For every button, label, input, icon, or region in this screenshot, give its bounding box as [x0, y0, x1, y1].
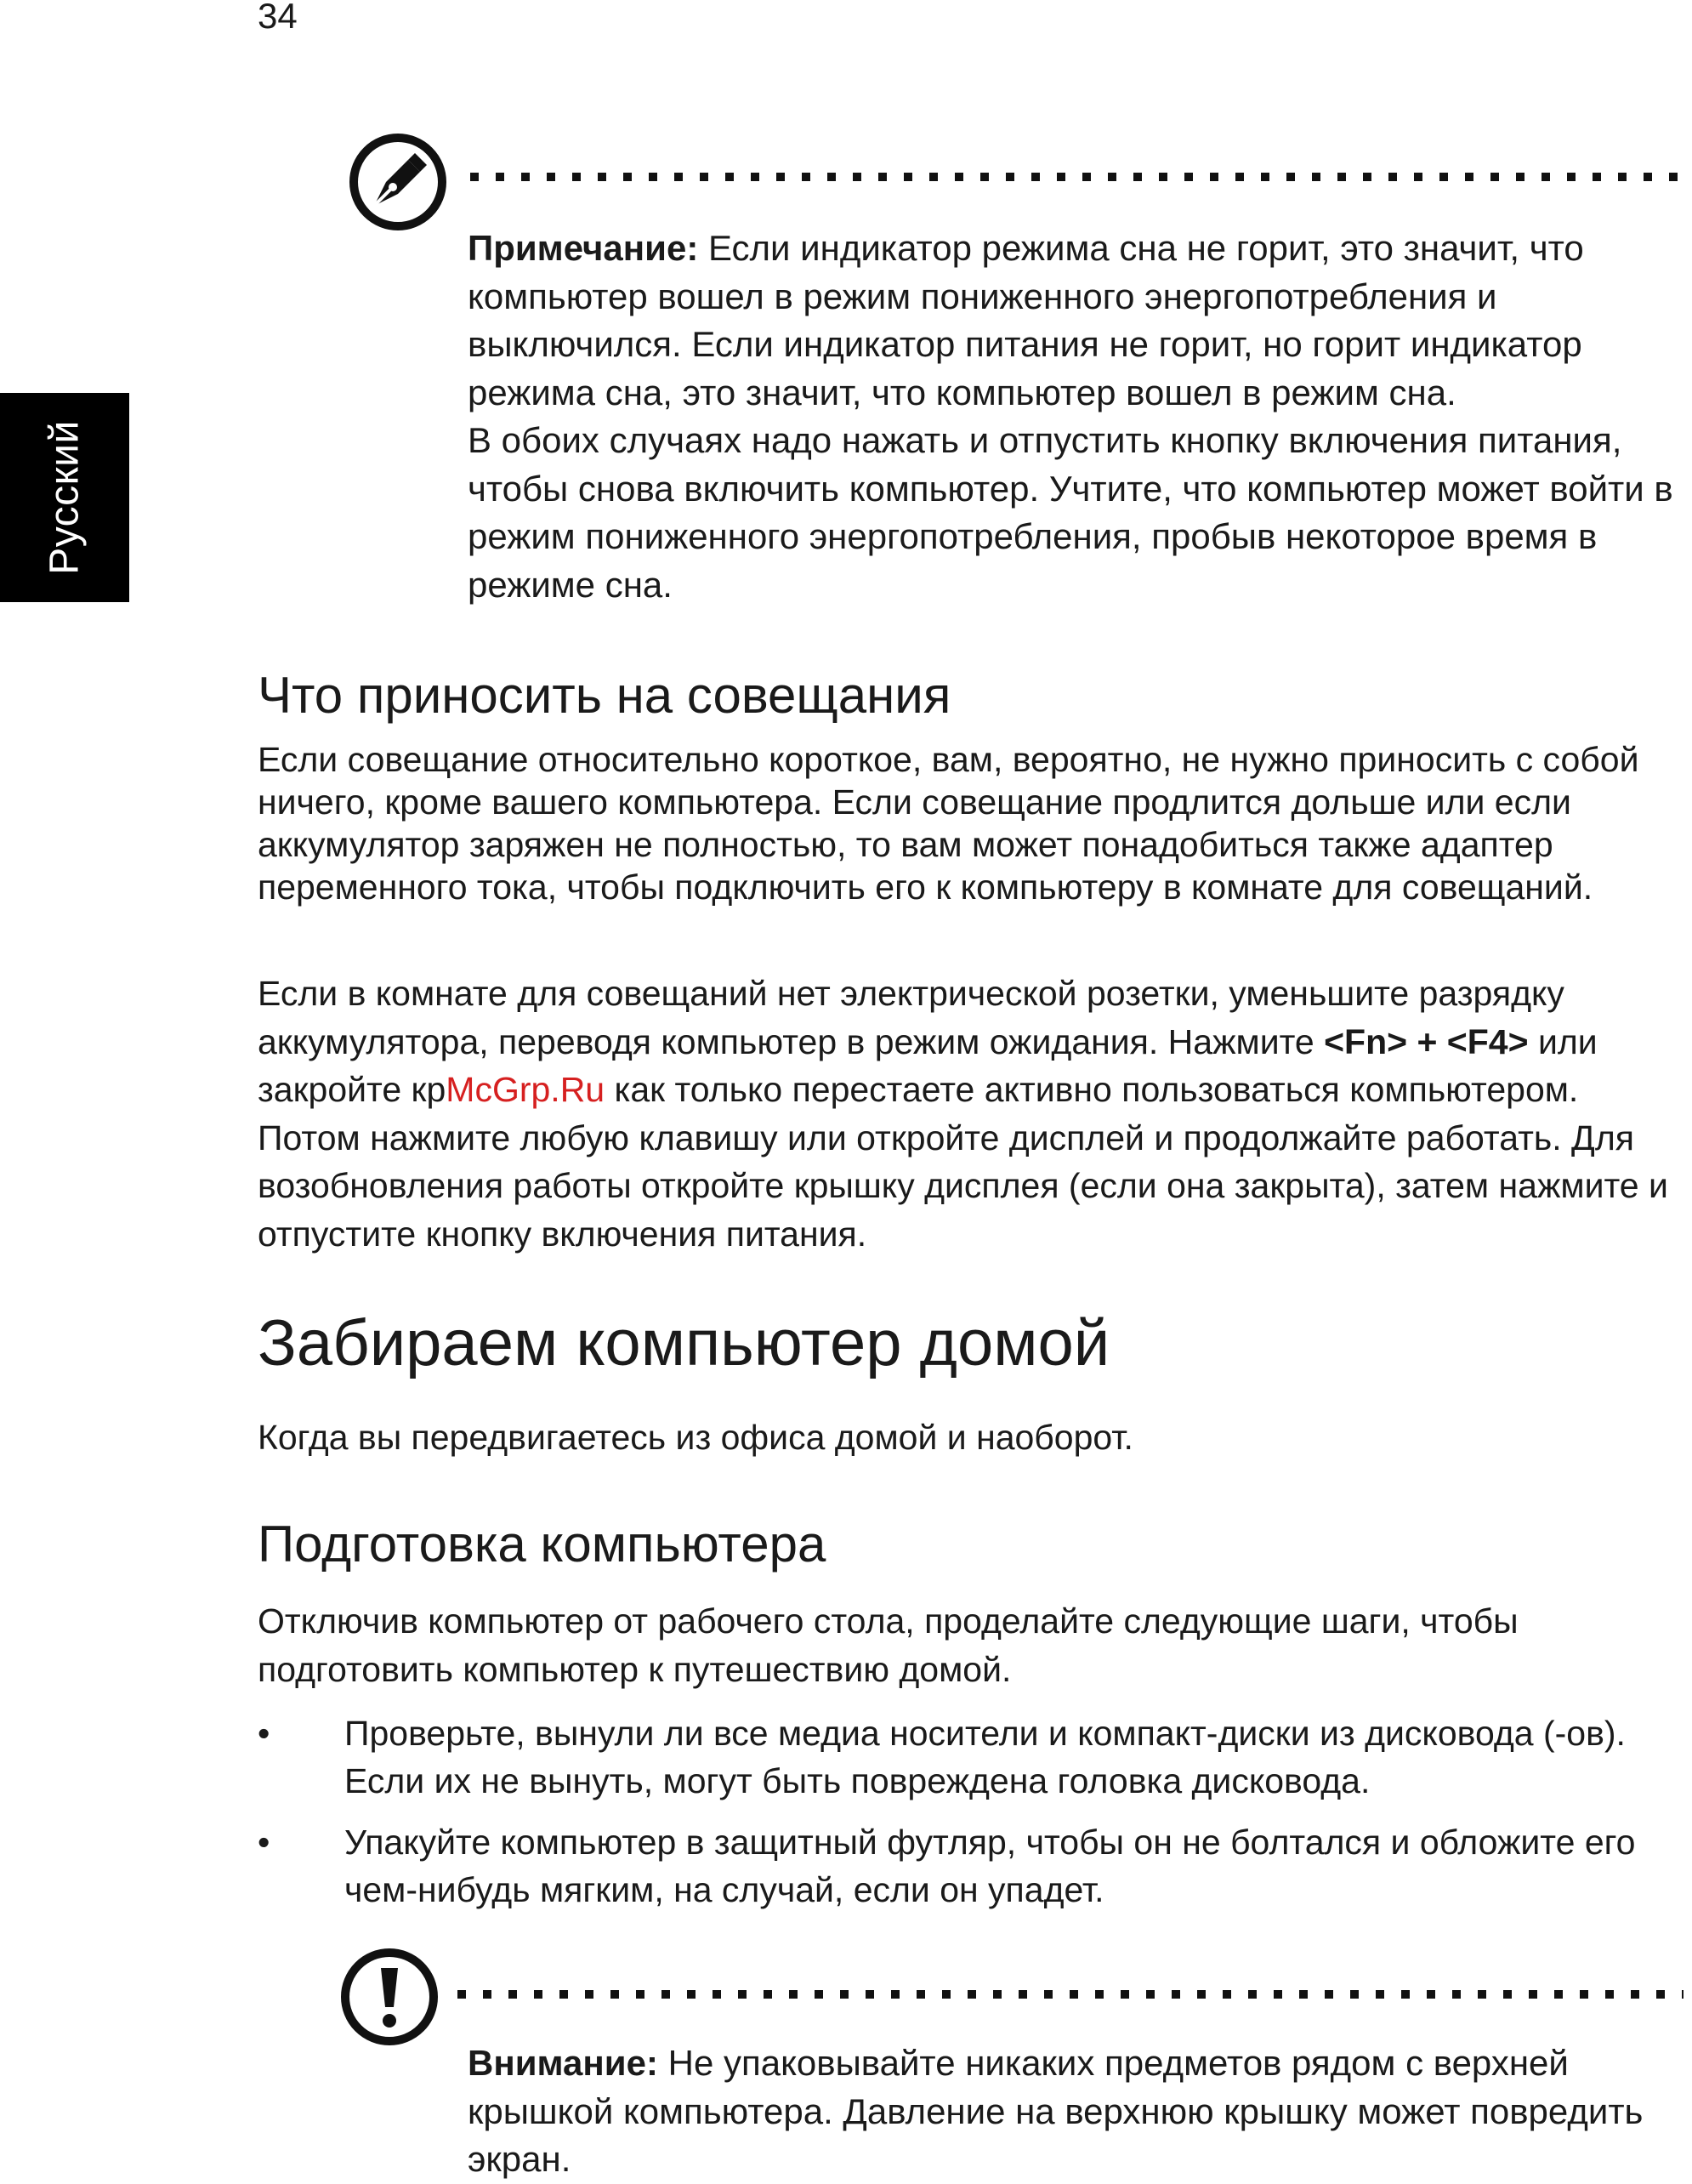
language-side-tab	[0, 393, 129, 602]
section-heading-home: Забираем компьютер домой	[258, 1307, 1110, 1379]
note-pen-icon	[349, 133, 447, 231]
meetings-paragraph-2-start: Если в комнате для совещаний нет электрической розетки, уменьшите разрядку аккумулятора, переводя компьютер в режим ожидания. Нажмите	[258, 974, 1564, 1061]
page-number: 34	[258, 0, 298, 36]
list-item: Проверьте, вынули ли все медиа носители и компакт-диски из дисковода (-ов). Если их не вынуть, могут быть повреждена головка дисковода.	[344, 1714, 1626, 1800]
list-item-bullet: •	[258, 1823, 270, 1862]
warning-body: Не упаковывайте никаких предметов рядом с верхней крышкой компьютера. Давление на верхнюю крышку может повредить экран.	[468, 2043, 1644, 2179]
warning-dotted-rule	[457, 1990, 1683, 1999]
note-text	[468, 225, 1675, 609]
note-body-2: В обоих случаях надо нажать и отпустить кнопку включения питания, чтобы снова включить компьютер. Учтите, что компьютер может войти в режим пониженного энергопотребления, пробыв некоторое время в режиме сна.	[468, 420, 1673, 605]
meetings-paragraph-2-mid: или закройте кр	[258, 1021, 1598, 1109]
note-dotted-rule	[470, 173, 1683, 181]
section-heading-prepare: Подготовка компьютера	[258, 1516, 826, 1573]
warning-label: Внимание:	[468, 2043, 658, 2083]
section-heading-meetings: Что приносить на совещания	[258, 667, 951, 724]
language-side-tab-label: Русский	[42, 420, 88, 575]
note-body: Если индикатор режима сна не горит, это значит, что компьютер вошел в режим пониженного энергопотребления и выключился. Если индикатор питания не горит, но горит индикатор режима сна, это значит, что компьютер вошел в режим сна.	[468, 228, 1584, 412]
note-label: Примечание:	[468, 228, 699, 268]
exclamation-warning-icon	[340, 1948, 439, 2046]
home-paragraph: Когда вы передвигаетесь из офиса домой и наоборот.	[258, 1418, 1133, 1457]
key-combo-fn-f4: <Fn> + <F4>	[1324, 1021, 1529, 1061]
list-item-bullet: •	[258, 1714, 270, 1753]
prepare-paragraph: Отключив компьютер от рабочего стола, проделайте следующие шаги, чтобы подготовить компьютер к путешествию домой.	[258, 1601, 1519, 1689]
meetings-paragraph-1: Если совещание относительно короткое, вам, вероятно, не нужно приносить с собой ничего, кроме вашего компьютера. Если совещание продлится дольше или если аккумулятор заряжен не полностью, то вам может понадобиться также адаптер переменного тока, чтобы подключить его к компьютеру в комнате для совещаний.	[258, 740, 1639, 907]
meetings-paragraph-2-end: как только перестаете активно пользоваться компьютером. Потом нажмите любую клавишу или откройте дисплей и продолжайте работать. Для возобновления работы откройте крышку дисплея (если она закрыта), затем нажмите и отпустите кнопку включения питания.	[258, 1070, 1668, 1254]
list-item: Упакуйте компьютер в защитный футляр, чтобы он не болтался и обложите его чем-нибудь мягким, на случай, если он упадет.	[344, 1823, 1636, 1909]
watermark-text: McGrp.Ru	[446, 1070, 605, 1109]
warning-text	[468, 2039, 1675, 2184]
meetings-paragraph-2	[258, 970, 1686, 1258]
